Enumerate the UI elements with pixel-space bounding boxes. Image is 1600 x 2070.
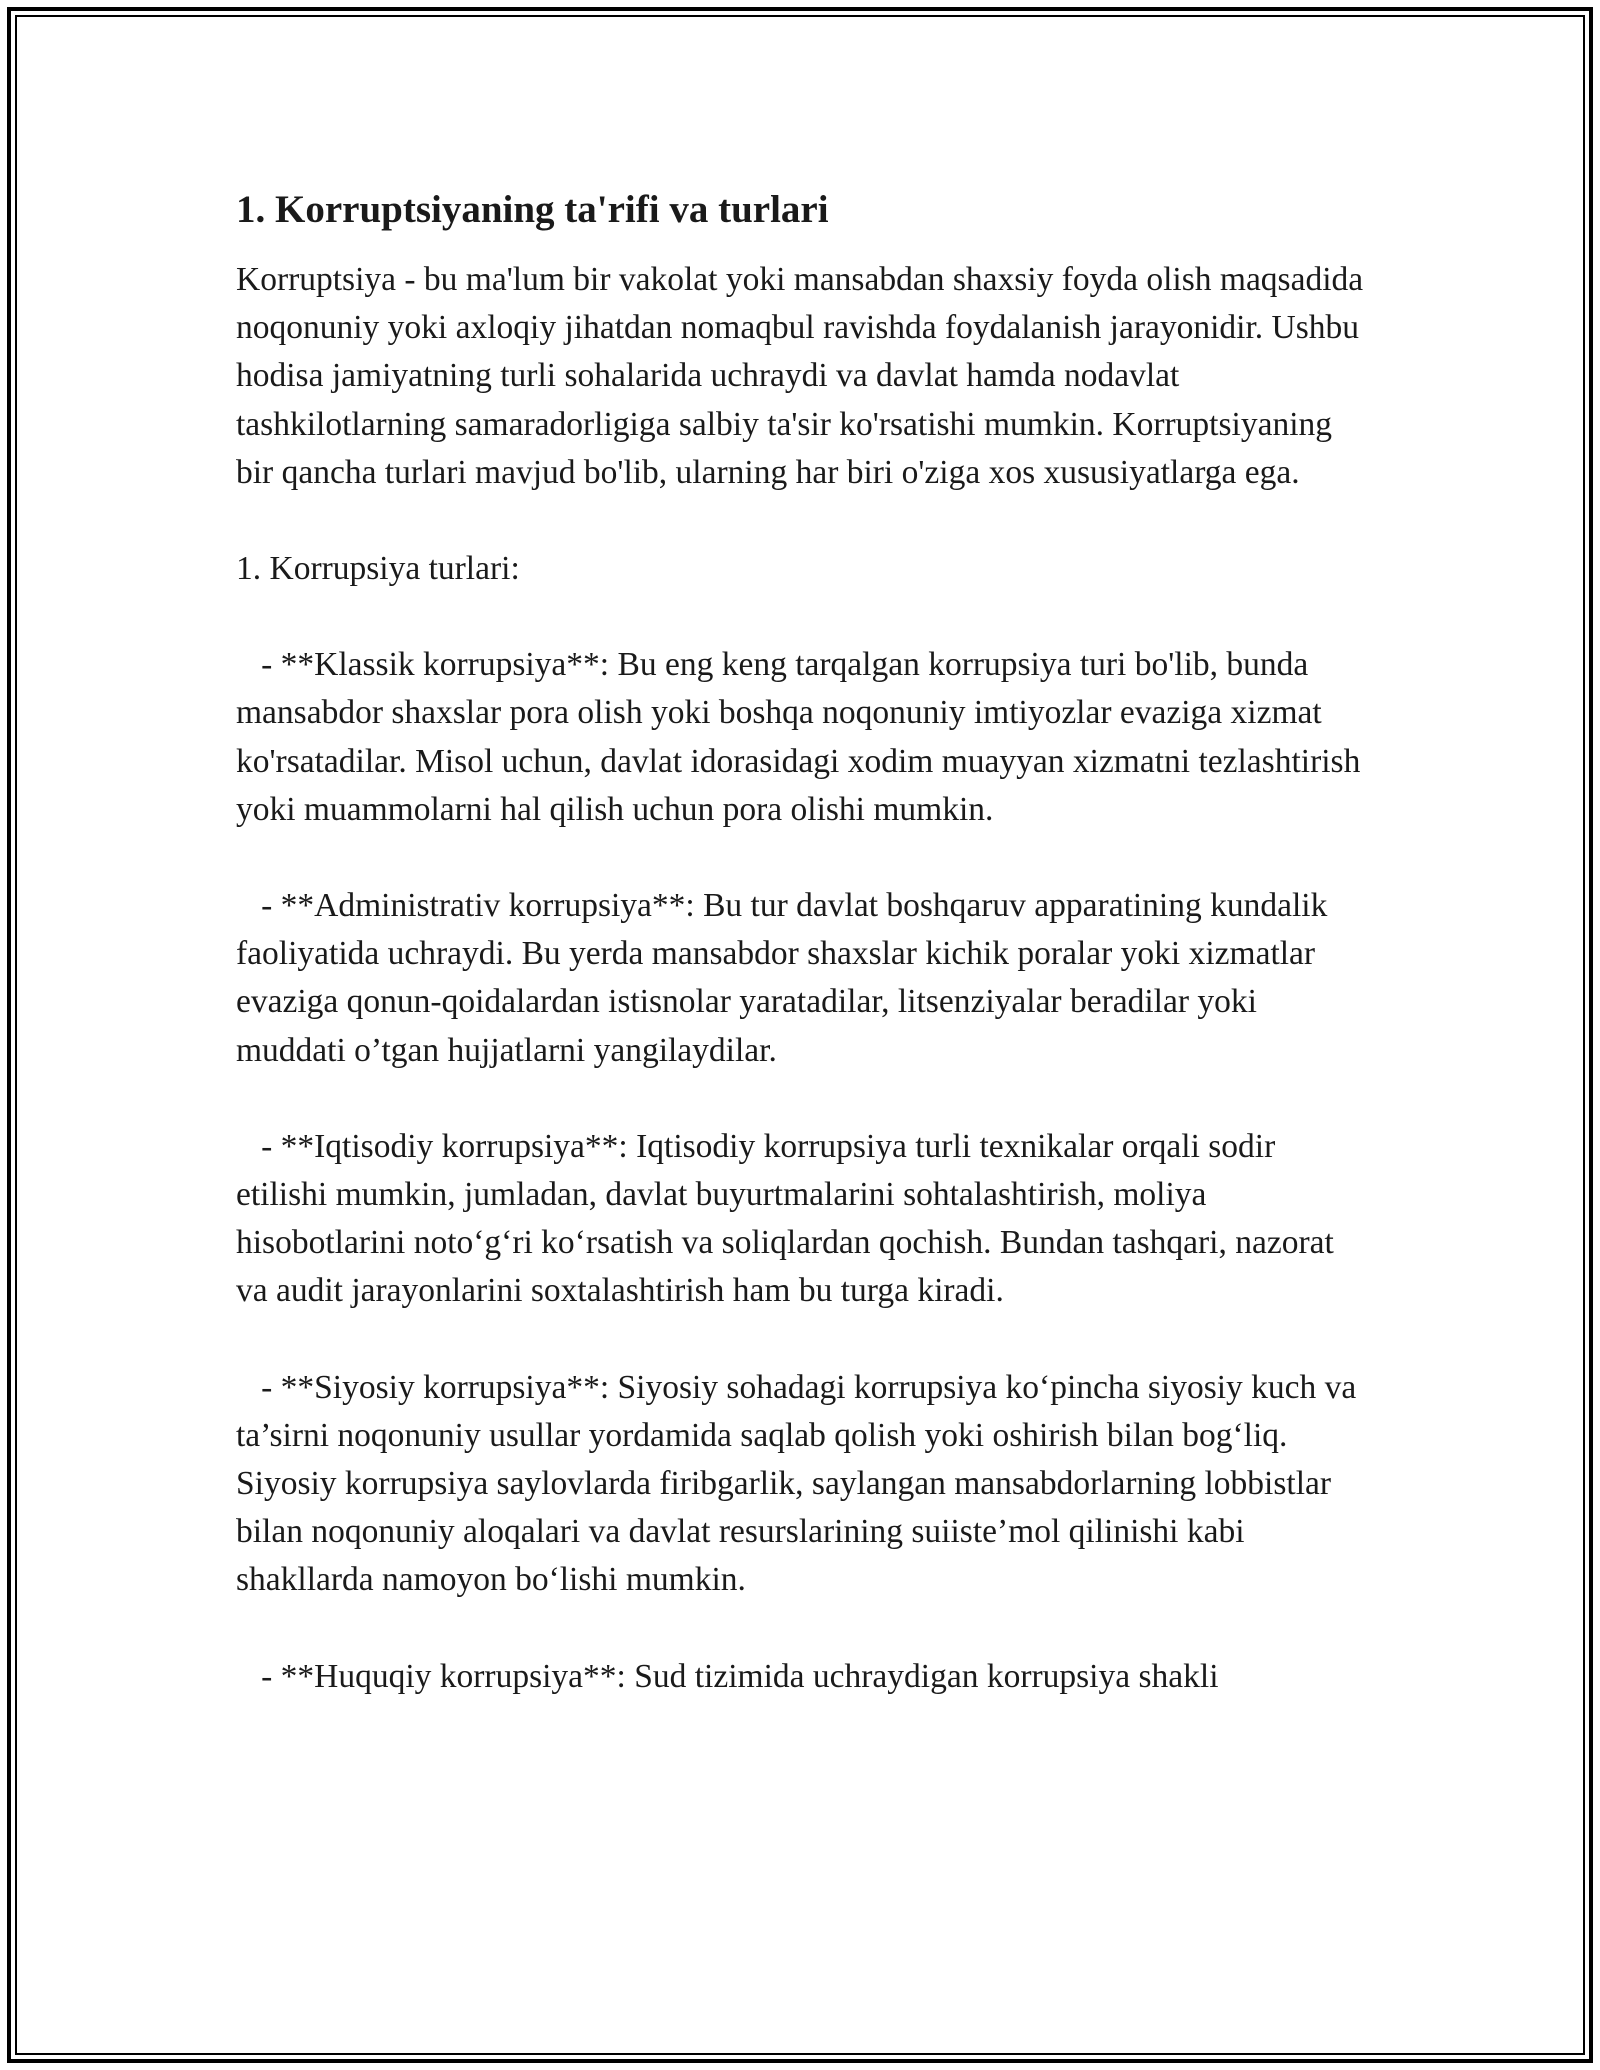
list-title: 1. Korrupsiya turlari: xyxy=(236,550,520,588)
list-item-siyosiy: - **Siyosiy korrupsiya**: Siyosiy sohadagi korrupsiya ko‘pincha siyosiy kuch va ta’sirni noqonuniy usullar yordamida saqlab qolish yoki oshirish bilan bog‘liq. Siyosiy korrupsiya saylovlarda firibgarlik, saylangan mansabdorlarning lobbistlar bilan noqonuniy aloqalari va davlat resurslarining suiiste’mol qilinishi kabi shakllarda namoyon bo‘lishi mumkin. xyxy=(236,1368,1365,1599)
intro-paragraph: Korruptsiya - bu ma'lum bir vakolat yoki mansabdan shaxsiy foyda olish maqsadida noqonuniy yoki axloqiy jihatdan nomaqbul ravishda foydalanish jarayonidir. Ushbu hodisa jamiyatning turli sohalarida uchraydi va davlat hamda nodavlat tashkilotlarning samaradorligiga salbiy ta'sir ko'rsatishi mumkin. Korruptsiyaning bir qancha turlari mavjud bo'lib, ularning har biri o'ziga xos xususiyatlarga ega. xyxy=(236,261,1372,491)
section-heading: 1. Korruptsiyaning ta'rifi va turlari xyxy=(236,188,829,231)
list-item-iqtisodiy: - **Iqtisodiy korrupsiya**: Iqtisodiy korrupsiya turli texnikalar orqali sodir etilishi mumkin, jumladan, davlat buyurtmalarini sohtalashtirish, moliya hisobotlarini noto‘g‘ri ko‘rsatish va soliqlardan qochish. Bundan tashqari, nazorat va audit jarayonlarini soxtalashtirish ham bu turga kiradi. xyxy=(236,1127,1343,1310)
list-item-klassik: - **Klassik korrupsiya**: Bu eng keng tarqalgan korrupsiya turi bo'lib, bunda mansabdor shaxslar pora olish yoki boshqa noqonuniy imtiyozlar evaziga xizmat ko'rsatadilar. Misol uchun, davlat idorasidagi xodim muayyan xizmatni tezlashtirish yoki muammolarni hal qilish uchun pora olishi mumkin. xyxy=(236,646,1369,828)
list-item-huquqiy: - **Huquqiy korrupsiya**: Sud tizimida uchraydigan korrupsiya shakli xyxy=(236,1657,1219,1695)
list-item-administrativ: - **Administrativ korrupsiya**: Bu tur davlat boshqaruv apparatining kundalik faoliyatida uchraydi. Bu yerda mansabdor shaxslar kichik poralar yoki xizmatlar evaziga qonun-qoidalardan istisnolar yaratadilar, litsenziyalar beradilar yoki muddati o’tgan hujjatlarni yangilaydilar. xyxy=(236,887,1336,1069)
document-body xyxy=(236,186,1372,1749)
